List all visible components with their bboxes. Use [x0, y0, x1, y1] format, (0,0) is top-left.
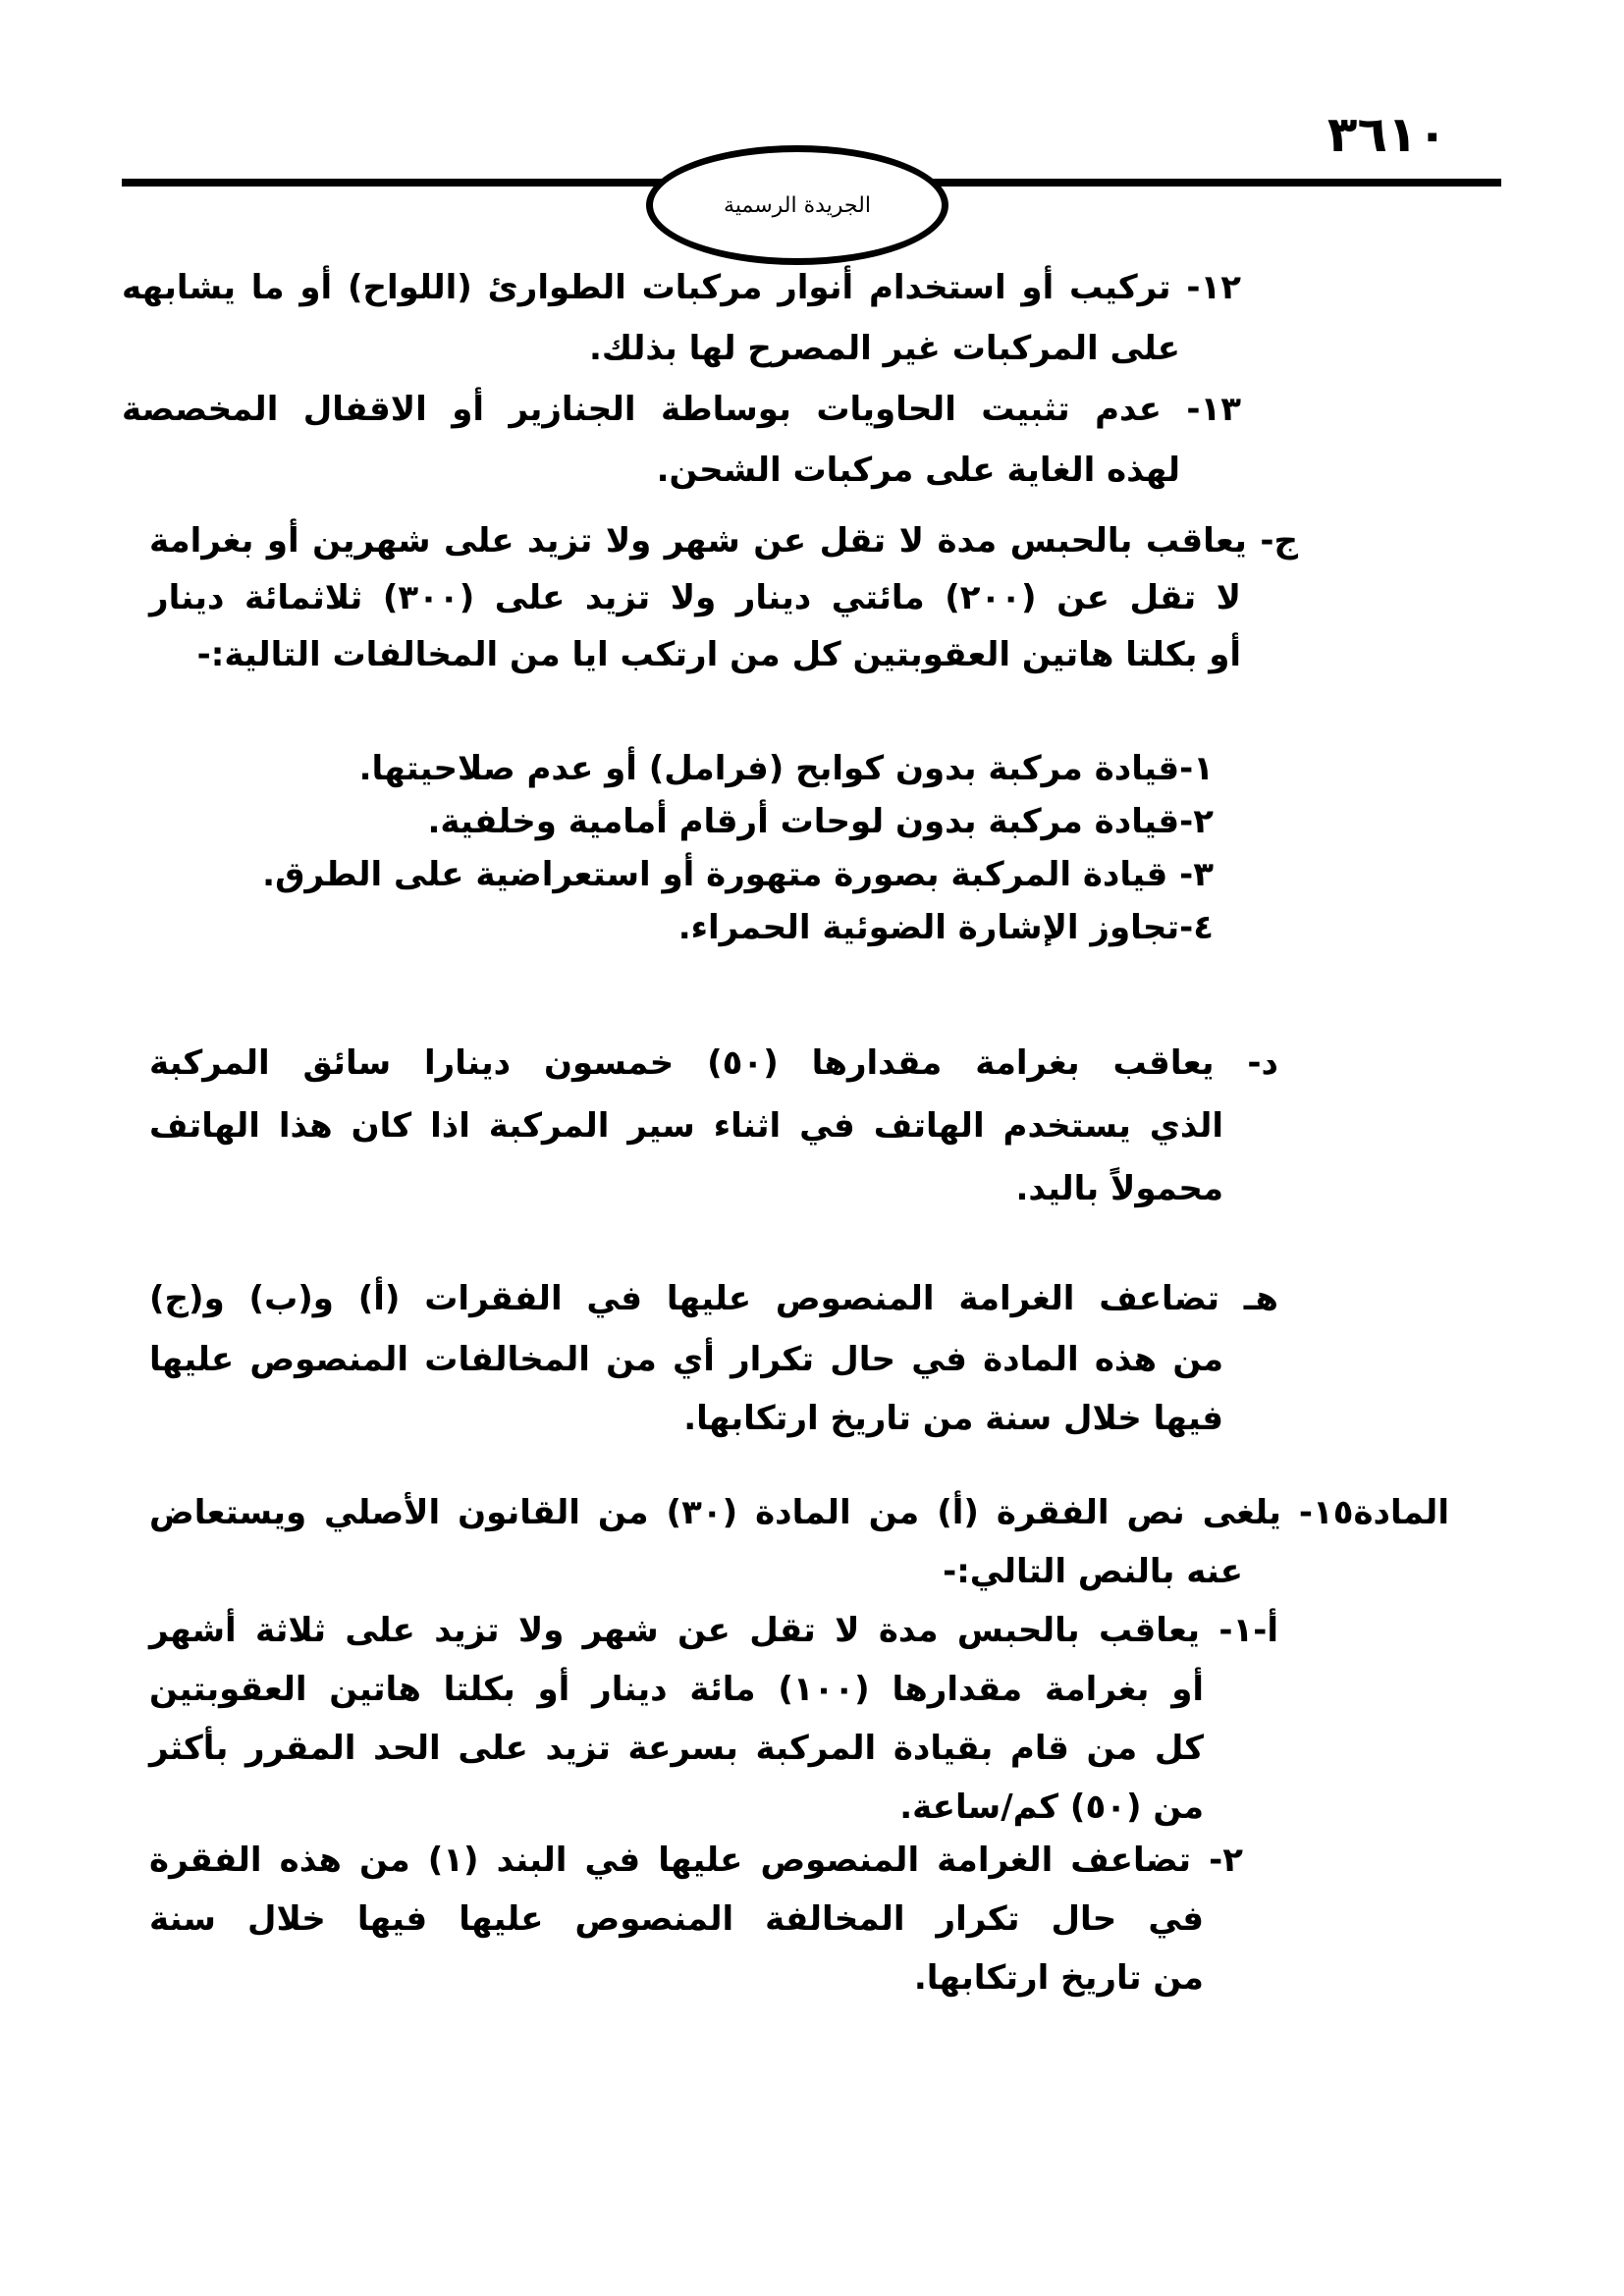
- para-d-line-3: محمولاً باليد.: [1015, 1169, 1223, 1208]
- article-15-line-1: المادة١٥- يلغى نص الفقرة (أ) من المادة (٣٠) من القانون الأصلي ويستعاض: [149, 1493, 1449, 1532]
- para-j-line-1: ج- يعاقب بالحبس مدة لا تقل عن شهر ولا تزيد على شهرين أو بغرامة: [149, 521, 1298, 561]
- item-12-line-2: على المركبات غير المصرح لها بذلك.: [589, 329, 1180, 368]
- article-15-line-2: عنه بالنص التالي:-: [943, 1552, 1243, 1591]
- para-d-line-1: د- يعاقب بغرامة مقدارها (٥٠) خمسون دينارا سائق المركبة: [149, 1043, 1278, 1083]
- item-13-line-1: ١٣- عدم تثبيت الحاويات بوساطة الجنازير أو الاقفال المخصصة: [122, 390, 1241, 429]
- para-j-list-item: ٢-قيادة مركبة بدون لوحات أرقام أمامية وخلفية.: [427, 802, 1214, 841]
- para-j-list-item: ١-قيادة مركبة بدون كوابح (فرامل) أو عدم صلاحيتها.: [358, 749, 1214, 788]
- article-15-a2-line-1: ٢- تضاعف الغرامة المنصوص عليها في البند (١) من هذه الفقرة: [149, 1841, 1243, 1880]
- para-j-line-2: لا تقل عن (٢٠٠) مائتي دينار ولا تزيد على (٣٠٠) ثلاثمائة دينار: [149, 578, 1242, 617]
- article-15-a2-line-2: في حال تكرار المخالفة المنصوص عليها فيها خلال سنة: [149, 1899, 1204, 1939]
- page-number: ٣٦١٠: [1326, 106, 1447, 163]
- article-15-a1-line-4: من (٥٠) كم/ساعة.: [899, 1788, 1204, 1827]
- article-15-a1-line-2: أو بغرامة مقدارها (١٠٠) مائة دينار أو بكلتا هاتين العقوبتين: [149, 1670, 1204, 1709]
- para-d-line-2: الذي يستخدم الهاتف في اثناء سير المركبة اذا كان هذا الهاتف: [149, 1106, 1223, 1146]
- para-h-line-2: من هذه المادة في حال تكرار أي من المخالفات المنصوص عليها: [149, 1340, 1223, 1379]
- para-j-line-3: أو بكلتا هاتين العقوبتين كل من ارتكب ايا من المخالفات التالية:-: [196, 635, 1241, 674]
- para-h-line-3: فيها خلال سنة من تاريخ ارتكابها.: [683, 1399, 1223, 1438]
- gazette-title: الجريدة الرسمية: [724, 192, 871, 218]
- item-12-line-1: ١٢- تركيب أو استخدام أنوار مركبات الطوارئ (اللواح) أو ما يشابهه: [122, 268, 1241, 307]
- article-15-a2-line-3: من تاريخ ارتكابها.: [913, 1958, 1204, 1998]
- para-h-line-1: هـ تضاعف الغرامة المنصوص عليها في الفقرات (أ) و(ب) و(ج): [149, 1279, 1278, 1318]
- para-j-list-item: ٣- قيادة المركبة بصورة متهورة أو استعراضية على الطرق.: [262, 855, 1214, 894]
- article-15-a1-line-1: أ-١- يعاقب بالحبس مدة لا تقل عن شهر ولا تزيد على ثلاثة أشهر: [149, 1611, 1278, 1650]
- item-13-line-2: لهذه الغاية على مركبات الشحن.: [656, 451, 1180, 490]
- article-15-a1-line-3: كل من قام بقيادة المركبة بسرعة تزيد على الحد المقرر بأكثر: [149, 1729, 1204, 1768]
- para-j-list-item: ٤-تجاوز الإشارة الضوئية الحمراء.: [677, 908, 1214, 947]
